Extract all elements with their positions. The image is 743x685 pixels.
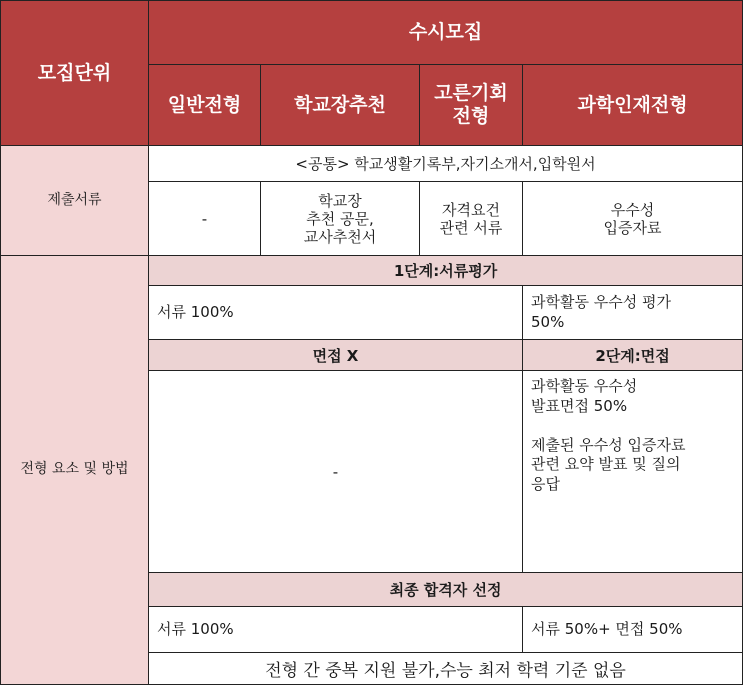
final-general: 서류 100% bbox=[149, 607, 523, 653]
track-principal: 학교장추천 bbox=[261, 65, 420, 146]
stage1-science: 과학활동 우수성 평가 50% bbox=[523, 286, 743, 340]
docs-common: <공통> 학교생활기록부,자기소개서,입학원서 bbox=[149, 146, 743, 182]
interview-detail: 과학활동 우수성 발표면접 50% 제출된 우수성 입증자료 관련 요약 발표 및 질의 응답 bbox=[523, 371, 743, 573]
stage1-general: 서류 100% bbox=[149, 286, 523, 340]
docs-label: 제출서류 bbox=[1, 146, 149, 256]
header-susi: 수시모집 bbox=[149, 1, 743, 65]
final-band: 최종 합격자 선정 bbox=[149, 573, 743, 607]
no-interview-band: 면접 X bbox=[149, 340, 523, 371]
footer-note: 전형 간 중복 지원 불가,수능 최저 학력 기준 없음 bbox=[149, 653, 743, 685]
header-unit: 모집단위 bbox=[1, 1, 149, 146]
track-general: 일반전형 bbox=[149, 65, 261, 146]
docs-science: 우수성 입증자료 bbox=[523, 182, 743, 256]
final-science: 서류 50%+ 면접 50% bbox=[523, 607, 743, 653]
stage1-band: 1단계:서류평가 bbox=[149, 256, 743, 286]
docs-general: - bbox=[149, 182, 261, 256]
interview-dash: - bbox=[149, 371, 523, 573]
method-label: 전형 요소 및 방법 bbox=[1, 256, 149, 685]
docs-equal: 자격요건 관련 서류 bbox=[420, 182, 523, 256]
stage2-band: 2단계:면접 bbox=[523, 340, 743, 371]
track-science-talent: 과학인재전형 bbox=[523, 65, 743, 146]
track-equal-opportunity: 고른기회 전형 bbox=[420, 65, 523, 146]
docs-principal: 학교장 추천 공문, 교사추천서 bbox=[261, 182, 420, 256]
